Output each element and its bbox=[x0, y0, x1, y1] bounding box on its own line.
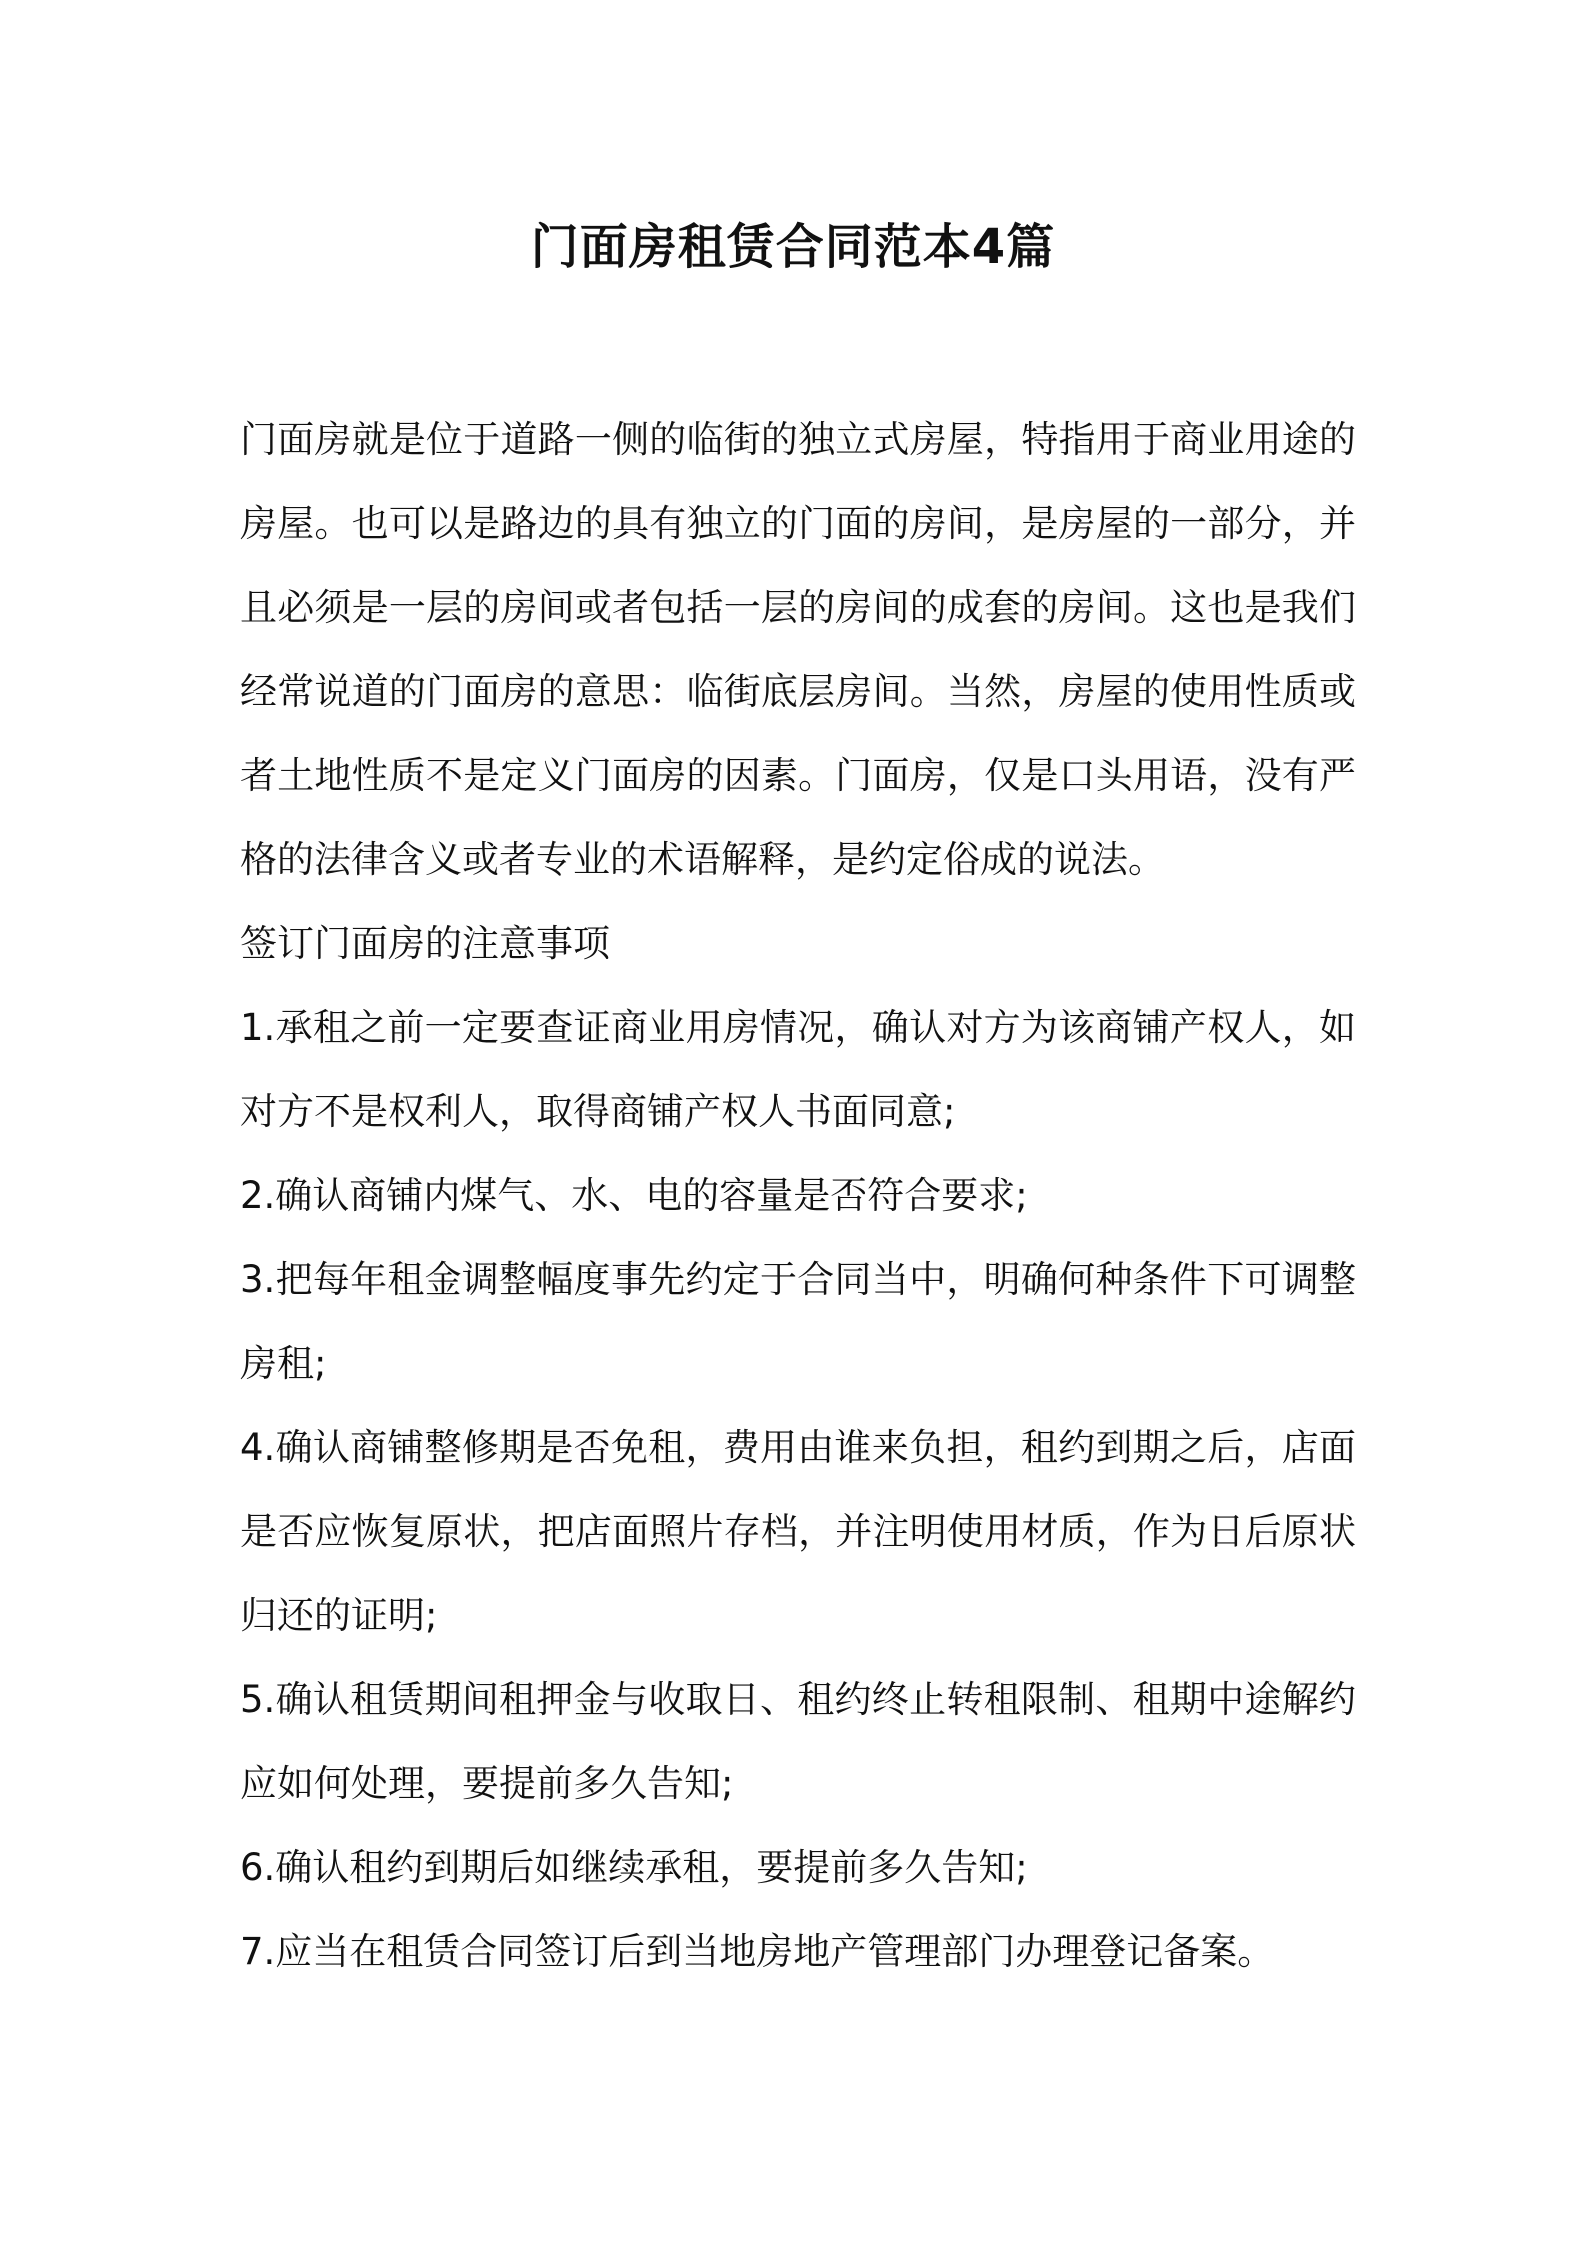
document-body bbox=[240, 398, 1356, 1994]
intro-paragraph: 门面房就是位于道路一侧的临街的独立式房屋，特指用于商业用途的房屋。也可以是路边的具有独立的门面的房间，是房屋的一部分，并且必须是一层的房间或者包括一层的房间的成套的房间。这也是我们经常说道的门面房的意思：临街底层房间。当然，房屋的使用性质或者土地性质不是定义门面房的因素。门面房，仅是口头用语，没有严格的法律含义或者专业的术语解释，是约定俗成的说法。 bbox=[240, 418, 1356, 881]
list-item: 7.应当在租赁合同签订后到当地房地产管理部门办理登记备案。 bbox=[240, 1930, 1275, 1973]
list-item: 6.确认租约到期后如继续承租，要提前多久告知; bbox=[240, 1846, 1028, 1889]
list-item: 4.确认商铺整修期是否免租，费用由谁来负担，租约到期之后，店面是否应恢复原状，把店面照片存档，并注明使用材质，作为日后原状归还的证明; bbox=[240, 1426, 1356, 1637]
list-item: 1.承租之前一定要查证商业用房情况，确认对方为该商铺产权人，如对方不是权利人，取得商铺产权人书面同意; bbox=[240, 1006, 1356, 1133]
list-item: 3.把每年租金调整幅度事先约定于合同当中，明确何种条件下可调整房租; bbox=[240, 1258, 1356, 1385]
document-title: 门面房租赁合同范本4篇 bbox=[530, 219, 1056, 275]
list-item: 2.确认商铺内煤气、水、电的容量是否符合要求; bbox=[240, 1174, 1028, 1217]
list-item: 5.确认租赁期间租押金与收取日、租约终止转租限制、租期中途解约应如何处理，要提前多久告知; bbox=[240, 1678, 1356, 1805]
section-heading: 签订门面房的注意事项 bbox=[240, 922, 610, 965]
